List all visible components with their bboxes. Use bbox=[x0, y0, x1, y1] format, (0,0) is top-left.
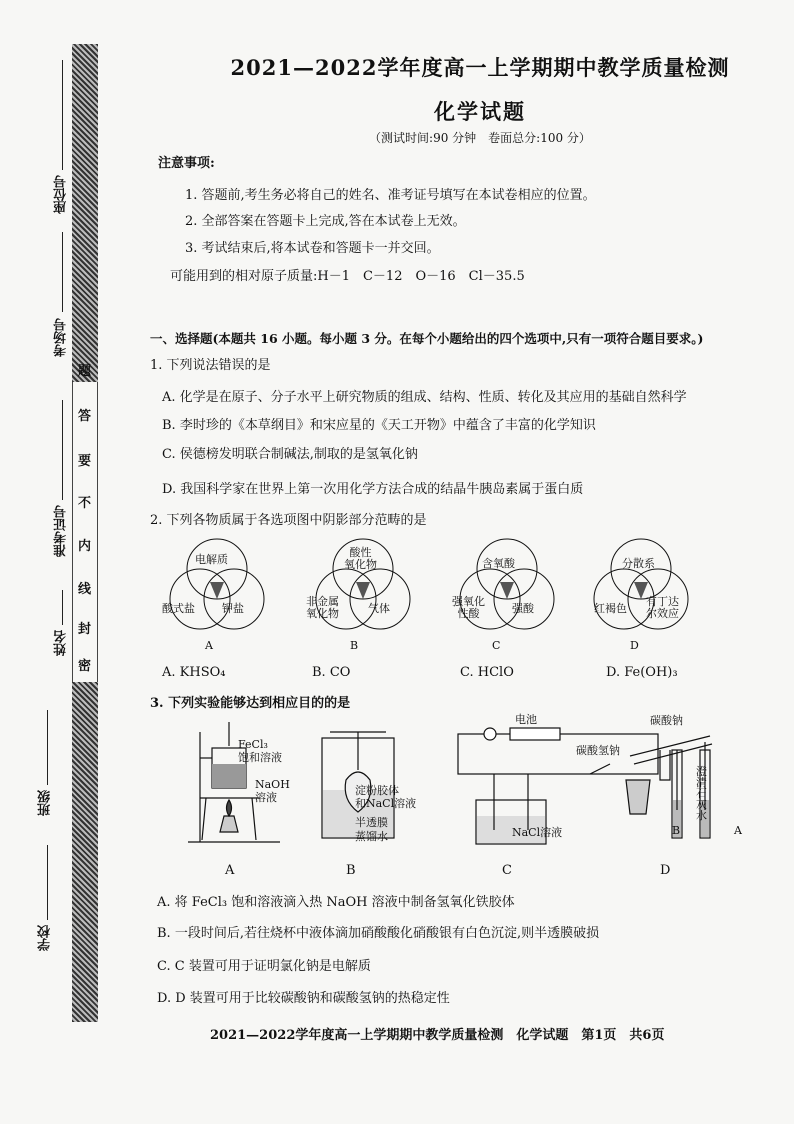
exam-title: 2021—2022学年度高一上学期期中教学质量检测 bbox=[230, 55, 730, 80]
venn-c-top: 含氧酸 bbox=[482, 557, 515, 570]
name-label: 姓名 bbox=[54, 630, 69, 656]
q3-stem: 3. 下列实验能够达到相应目的的是 bbox=[150, 696, 351, 711]
venn-b-left: 非金属 氧化物 bbox=[306, 595, 339, 620]
q2-option-c: C. HClO bbox=[460, 665, 514, 680]
note-item: 1. 答题前,考生务必将自己的姓名、准考证号填写在本试卷相应的位置。 bbox=[185, 188, 596, 203]
shaded-region bbox=[210, 582, 224, 599]
ticket-label: 准考证号 bbox=[54, 505, 69, 557]
q2-stem: 2. 下列各物质属于各选项图中阴影部分范畴的是 bbox=[150, 513, 427, 528]
venn-a-top: 电解质 bbox=[195, 553, 228, 566]
q3-option-a: A. 将 FeCl₃ 饱和溶液滴入热 NaOH 溶液中制备氢氧化铁胶体 bbox=[157, 895, 515, 910]
venn-d-left: 红褐色 bbox=[594, 602, 627, 615]
seal-char: 线 bbox=[78, 582, 92, 597]
venn-b-right: 气体 bbox=[368, 602, 390, 615]
note-item: 2. 全部答案在答题卡上完成,答在本试卷上无效。 bbox=[185, 214, 466, 229]
q3-option-d: D. D 装置可用于比较碳酸钠和碳酸氢钠的热稳定性 bbox=[157, 991, 450, 1006]
q2-option-a: A. KHSO₄ bbox=[162, 665, 226, 680]
venn-a-letter: A bbox=[205, 639, 213, 652]
label-water: 蒸馏水 bbox=[355, 830, 388, 843]
label-battery: 电池 bbox=[515, 713, 537, 726]
label-membrane: 半透膜 bbox=[355, 816, 388, 829]
apparatus-letter-a: A bbox=[225, 863, 235, 878]
school-label: 学校 bbox=[38, 925, 53, 951]
label-naoh: NaOH 溶液 bbox=[255, 778, 290, 804]
label-nahco3: 碳酸氢钠 bbox=[576, 744, 620, 757]
seal-char: 不 bbox=[78, 496, 92, 511]
apparatus-letter-d: D bbox=[660, 863, 671, 878]
school-line bbox=[47, 845, 48, 920]
venn-c-left: 强氧化 性酸 bbox=[452, 595, 485, 620]
exam-info: （测试时间:90 分钟 卷面总分:100 分） bbox=[369, 131, 591, 145]
q1-option-d: D. 我国科学家在世界上第一次用化学方法合成的结晶牛胰岛素属于蛋白质 bbox=[162, 482, 584, 497]
venn-a-right: 钾盐 bbox=[222, 602, 244, 615]
class-label: 班级 bbox=[38, 790, 53, 816]
label-tube-b: B bbox=[672, 824, 681, 837]
ticket-line bbox=[62, 400, 63, 500]
label-nacl: NaCl溶液 bbox=[512, 826, 563, 839]
venn-b-letter: B bbox=[350, 639, 359, 652]
apparatus-letter-c: C bbox=[502, 863, 512, 878]
binding-strip bbox=[72, 44, 98, 1022]
seat-label: 座位号 bbox=[54, 175, 69, 214]
seat-line bbox=[62, 60, 63, 170]
atomic-mass: 可能用到的相对原子质量:H－1 C－12 O－16 Cl－35.5 bbox=[170, 269, 525, 284]
seal-char: 题 bbox=[78, 364, 92, 379]
notes-heading: 注意事项: bbox=[158, 156, 215, 171]
q3-option-b: B. 一段时间后,若往烧杯中液体滴加硝酸酸化硝酸银有白色沉淀,则半透膜破损 bbox=[157, 926, 600, 941]
venn-a-left: 酸式盐 bbox=[162, 602, 195, 615]
venn-d-right: 有丁达 尔效应 bbox=[646, 595, 679, 620]
seal-char: 封 bbox=[78, 622, 92, 637]
note-item: 3. 考试结束后,将本试卷和答题卡一并交回。 bbox=[185, 241, 440, 256]
label-limewater: 澄 清 石 灰 水 bbox=[696, 765, 707, 822]
q1-option-a: A. 化学是在原子、分子水平上研究物质的组成、结构、性质、转化及其应用的基础自然科学 bbox=[162, 390, 687, 405]
label-tube-a: A bbox=[734, 824, 742, 837]
q1-option-b: B. 李时珍的《本草纲目》和宋应星的《天工开物》中蕴含了丰富的化学知识 bbox=[162, 418, 596, 433]
q1-option-c: C. 侯德榜发明联合制碱法,制取的是氢氧化钠 bbox=[162, 447, 418, 462]
venn-b-top: 酸性 氧化物 bbox=[344, 546, 377, 571]
label-colloid: 淀粉胶体 和NaCl溶液 bbox=[355, 784, 417, 810]
label-fecl3: FeCl₃ 饱和溶液 bbox=[238, 738, 282, 764]
shaded-region bbox=[356, 582, 370, 599]
seal-char: 内 bbox=[78, 539, 92, 554]
label-na2co3: 碳酸钠 bbox=[650, 714, 683, 727]
class-line bbox=[47, 710, 48, 785]
q1-stem: 1. 下列说法错误的是 bbox=[150, 358, 271, 373]
seal-char: 密 bbox=[78, 659, 92, 674]
q3-option-c: C. C 装置可用于证明氯化钠是电解质 bbox=[157, 959, 371, 974]
venn-c-right: 强酸 bbox=[512, 602, 534, 615]
venn-c-letter: C bbox=[492, 639, 501, 652]
page-footer: 2021—2022学年度高一上学期期中教学质量检测 化学试题 第1页 共6页 bbox=[210, 1028, 665, 1043]
apparatus-letter-b: B bbox=[346, 863, 356, 878]
seal-char: 答 bbox=[78, 409, 92, 424]
name-line bbox=[62, 590, 63, 625]
shaded-region bbox=[500, 582, 514, 599]
venn-d-top: 分散系 bbox=[622, 557, 655, 570]
q2-option-b: B. CO bbox=[312, 665, 351, 680]
section-heading: 一、选择题(本题共 16 小题。每小题 3 分。在每个小题给出的四个选项中,只有一项符合题目要求。) bbox=[150, 331, 704, 346]
seal-char: 要 bbox=[78, 454, 92, 469]
q2-option-d: D. Fe(OH)₃ bbox=[606, 665, 678, 680]
room-line bbox=[62, 232, 63, 312]
room-label: 考场号 bbox=[54, 318, 69, 357]
subject-title: 化学试题 bbox=[434, 99, 526, 124]
venn-d-letter: D bbox=[630, 639, 639, 652]
